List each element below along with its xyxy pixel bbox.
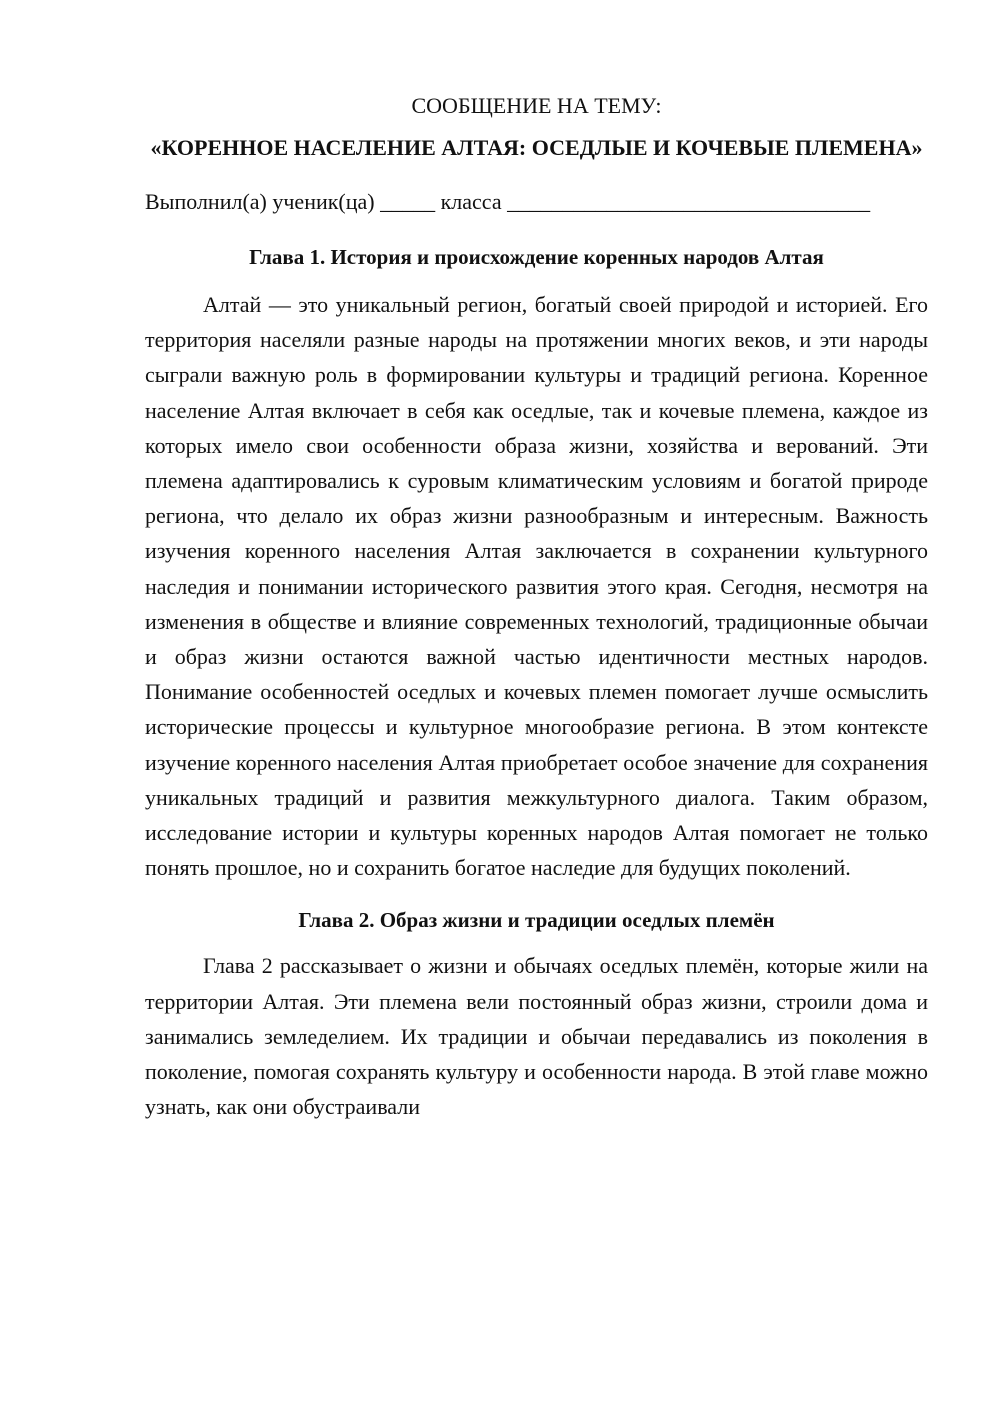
chapter-2-paragraph: Глава 2 рассказывает о жизни и обычаях оседлых племён, которые жили на территории Алтая. Эти племена вели постоянный образ жизни, строили дома и занимались земледелием. Их традиции и обычаи передавались из поколения в поколение, помогая сохранять культуру и особенности народа. В этой главе можно узнать, как они обустраивали (145, 953, 928, 1120)
chapter-1-paragraph: Алтай — это уникальный регион, богатый своей природой и историей. Его территория населяли разные народы на протяжении многих веков, и эти народы сыграли важную роль в формировании культуры и традиций региона. Коренное население Алтая включает в себя как оседлые, так и кочевые племена, каждое из которых имело свои особенности образа жизни, хозяйства и верований. Эти племена адаптировались к суровым климатическим условиям и богатой природе региона, что делало их образ жизни разнообразным и интересным. Важность изучения коренного населения Алтая заключается в сохранении культурного наследия и понимании исторического развития этого края. Сегодня, несмотря на изменения в обществе и влияние современных технологий, традиционные обычаи и образ жизни остаются важной частью идентичности местных народов. Понимание особенностей оседлых и кочевых племен помогает лучше осмыслить исторические процессы и культурное многообразие региона. В этом контексте изучение коренного населения Алтая приобретает особое значение для сохранения уникальных традиций и развития межкультурного диалога. Таким образом, исследование истории и культуры коренных народов Алтая помогает не только понять прошлое, но и сохранить богатое наследие для будущих поколений. (145, 292, 928, 881)
chapter-2-heading: Глава 2. Образ жизни и традиции оседлых племён (298, 908, 775, 933)
document-title: «КОРЕННОЕ НАСЕЛЕНИЕ АЛТАЯ: ОСЕДЛЫЕ И КОЧЕВЫЕ ПЛЕМЕНА» (150, 135, 923, 160)
chapter-1-heading: Глава 1. История и происхождение коренных народов Алтая (249, 245, 824, 269)
author-line: Выполнил(а) ученик(ца) _____ класса _________________________________ (145, 189, 871, 214)
document-topic: СООБЩЕНИЕ НА ТЕМУ: (411, 93, 662, 118)
document-page (145, 92, 928, 1124)
